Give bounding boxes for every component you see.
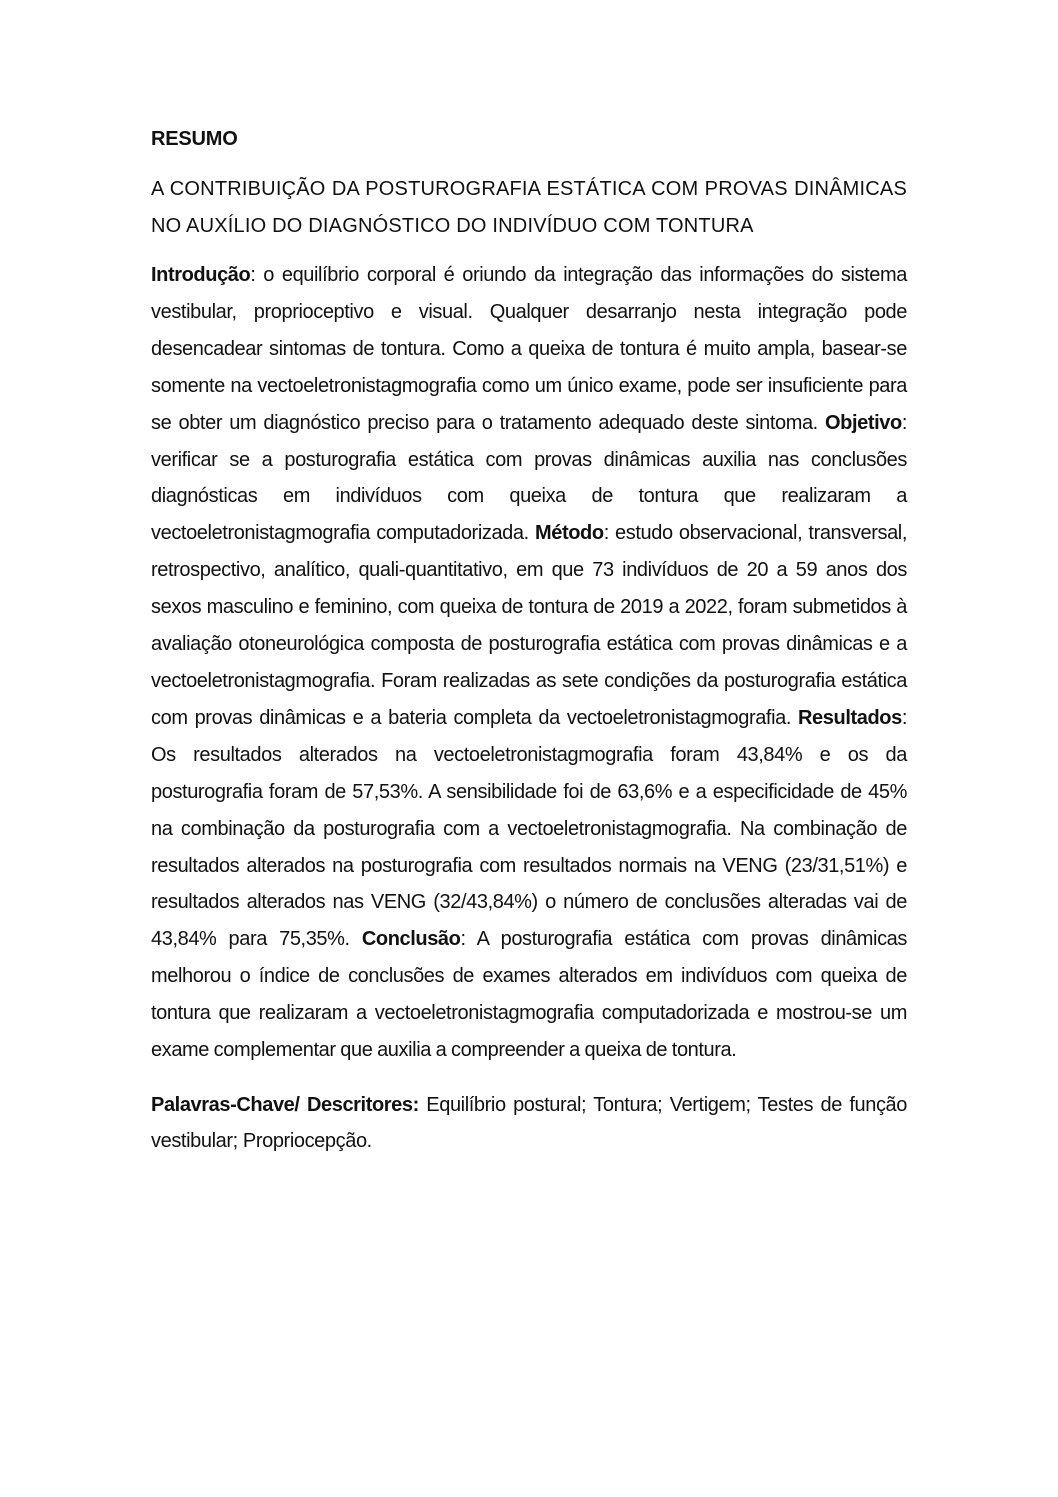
objetivo-label: Objetivo bbox=[825, 411, 902, 434]
metodo-text: : estudo observacional, transversal, retrospectivo, analítico, quali-quantitativo, em que 73 indivíduos de 20 a 59 anos dos sexos masculino e feminino, com queixa de tontura de 2019 a 2022, foram submetidos à avaliação otoneurológica composta de posturografia estática com provas dinâmicas e a vectoeletronistagmografia. Foram realizadas as sete condições da posturografia estática com provas dinâmicas e a bateria completa da vectoeletronistagmografia. bbox=[151, 522, 907, 729]
introducao-label: Introdução bbox=[151, 264, 251, 286]
document-page bbox=[151, 125, 907, 1159]
abstract-paragraph bbox=[151, 257, 907, 1069]
document-title: A CONTRIBUIÇÃO DA POSTUROGRAFIA ESTÁTICA COM PROVAS DINÂMICAS NO AUXÍLIO DO DIAGNÓSTICO DO INDIVÍDUO COM TONTURA bbox=[151, 178, 907, 237]
keywords-label: Palavras-Chave/ Descritores: bbox=[151, 1093, 419, 1116]
resultados-text: : Os resultados alterados na vectoeletronistagmografia foram 43,84% e os da posturografia foram de 57,53%. A sensibilidade foi de 63,6% e a especificidade de 45% na combinação da posturografia com a vectoeletronistagmografia. Na combinação de resultados alterados na posturografia com resultados normais na VENG (23/31,51%) e resultados alterados nas VENG (32/43,84%) o número de conclusões alteradas vai de 43,84% para 75,35%. bbox=[151, 706, 907, 951]
section-heading: RESUMO bbox=[151, 128, 238, 150]
metodo-label: Método bbox=[534, 522, 604, 545]
keywords-text: Equilíbrio postural; Tontura; Vertigem; Testes de função vestibular; Propriocepção. bbox=[151, 1093, 907, 1152]
objetivo-text: : verificar se a posturografia estática com provas dinâmicas auxilia nas conclusões diagnósticas em indivíduos com queixa de tontura que realizaram a vectoeletronistagmografia computadorizada. bbox=[151, 411, 907, 545]
conclusao-label: Conclusão bbox=[361, 928, 461, 951]
introducao-text: : o equilíbrio corporal é oriundo da integração das informações do sistema vestibular, proprioceptivo e visual. Qualquer desarranjo nesta integração pode desencadear sintomas de tontura. Como a queixa de tontura é muito ampla, basear-se somente na vectoeletronistagmografia como um único exame, pode ser insuficiente para se obter um diagnóstico preciso para o tratamento adequado deste sintoma. bbox=[151, 264, 907, 434]
keywords-paragraph bbox=[151, 1087, 907, 1159]
conclusao-text: : A posturografia estática com provas dinâmicas melhorou o índice de conclusões de exames alterados em indivíduos com queixa de tontura que realizaram a vectoeletronistagmografia computadorizada e mostrou-se um exame complementar que auxilia a compreender a queixa de tontura. bbox=[151, 928, 908, 1062]
resultados-label: Resultados bbox=[798, 706, 902, 729]
